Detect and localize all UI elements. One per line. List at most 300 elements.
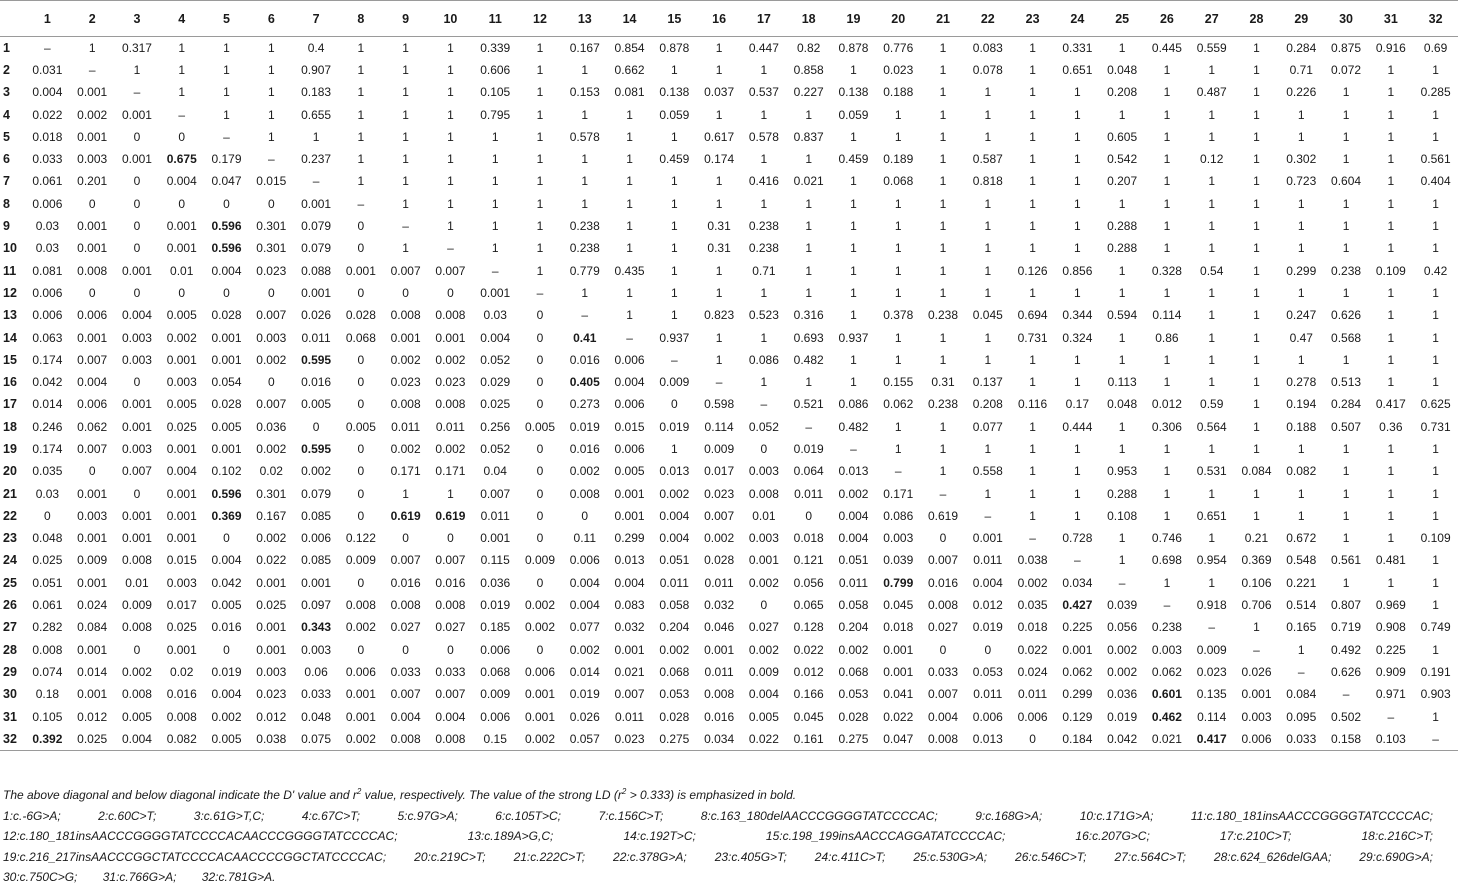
matrix-cell: 0.062 xyxy=(1151,664,1182,679)
matrix-cell: 0.006 xyxy=(972,709,1003,724)
matrix-cell: 0.558 xyxy=(972,464,1003,479)
matrix-cell: 0.045 xyxy=(883,598,914,613)
matrix-cell: 1 xyxy=(626,152,633,167)
matrix-cell: – xyxy=(1208,620,1216,635)
matrix-cell: 1 xyxy=(1432,441,1439,456)
matrix-cell: 0.015 xyxy=(166,553,197,568)
matrix-cell: 1 xyxy=(1208,129,1216,144)
matrix-cell: 0.001 xyxy=(345,687,376,702)
matrix-cell: 1 xyxy=(1074,196,1081,211)
matrix-cell: 1 xyxy=(1387,575,1395,590)
matrix-cell: 1 xyxy=(1387,375,1395,390)
matrix-cell: 0.256 xyxy=(480,419,511,434)
matrix-cell: 1 xyxy=(447,85,454,100)
matrix-cell: 0.001 xyxy=(345,263,376,278)
matrix-cell: 1 xyxy=(1118,107,1126,122)
matrix-cell: 0.003 xyxy=(748,464,779,479)
matrix-cell: 1 xyxy=(1297,241,1305,256)
snp-legend-item: 13:c.189A>G,C; xyxy=(467,829,554,843)
matrix-cell: 0.011 xyxy=(391,419,421,434)
matrix-cell: 0.001 xyxy=(166,352,197,367)
matrix-cell: 0.238 xyxy=(748,241,779,256)
matrix-cell: 1 xyxy=(760,62,768,77)
matrix-cell: 0.109 xyxy=(1420,531,1451,546)
matrix-cell: 1 xyxy=(984,285,992,300)
matrix-cell: 0.779 xyxy=(569,263,600,278)
matrix-cell: 0.299 xyxy=(614,531,645,546)
matrix-cell: 1 xyxy=(760,330,768,345)
matrix-cell: 0.002 xyxy=(121,664,152,679)
matrix-cell: 1 xyxy=(1253,152,1260,167)
matrix-cell: 0 xyxy=(536,642,544,657)
snp-legend-item: 27:c.564C>T; xyxy=(1114,849,1186,864)
matrix-cell: 1 xyxy=(1074,375,1081,390)
matrix-cell: 0.001 xyxy=(614,508,645,523)
matrix-cell: 0.023 xyxy=(390,375,421,390)
matrix-cell: 0.71 xyxy=(1289,62,1313,77)
matrix-cell: 1 xyxy=(850,285,857,300)
matrix-cell: 1 xyxy=(1163,486,1171,501)
matrix-cell: 1 xyxy=(670,285,678,300)
matrix-cell: 0.392 xyxy=(25,728,70,750)
matrix-cell: 0.03 xyxy=(35,219,60,234)
matrix-cell: 1 xyxy=(447,40,454,55)
table-row xyxy=(0,59,1458,81)
matrix-cell: 1 xyxy=(581,196,589,211)
matrix-cell: 0.004 xyxy=(211,553,242,568)
matrix-cell: 1 xyxy=(1387,308,1395,323)
matrix-cell: 0.018 xyxy=(793,531,824,546)
matrix-cell: 1 xyxy=(1029,107,1036,122)
matrix-cell: 0 xyxy=(402,531,409,546)
matrix-cell: 0.007 xyxy=(480,486,511,501)
matrix-cell: 1 xyxy=(715,196,723,211)
snp-legend-item: 21:c.222C>T; xyxy=(513,849,586,864)
matrix-cell: 1 xyxy=(1253,285,1260,300)
matrix-cell: 0.072 xyxy=(1331,62,1362,77)
matrix-cell: 1 xyxy=(626,107,633,122)
matrix-cell: 1 xyxy=(402,486,409,501)
row-header: 28 xyxy=(3,642,17,657)
matrix-cell: 0.238 xyxy=(1331,263,1362,278)
matrix-cell: 1 xyxy=(1253,85,1260,100)
matrix-cell: 0.502 xyxy=(1331,709,1362,724)
matrix-cell: 0.019 xyxy=(793,441,824,456)
matrix-cell: – xyxy=(760,397,768,412)
matrix-cell: 0.016 xyxy=(435,575,466,590)
matrix-cell: 0.012 xyxy=(77,709,108,724)
matrix-cell: 0.102 xyxy=(211,464,242,479)
matrix-cell: 0.006 xyxy=(77,397,108,412)
matrix-cell: 0.001 xyxy=(166,219,197,234)
matrix-cell: 1 xyxy=(223,40,230,55)
matrix-cell: 0.31 xyxy=(707,241,731,256)
matrix-cell: 1 xyxy=(1118,40,1126,55)
matrix-cell: 1 xyxy=(939,352,947,367)
matrix-cell: 0.226 xyxy=(1286,85,1317,100)
matrix-cell: 1 xyxy=(1387,486,1395,501)
matrix-cell: 1 xyxy=(1432,107,1439,122)
matrix-cell: 0.723 xyxy=(1286,174,1317,189)
matrix-cell: 0.019 xyxy=(480,598,511,613)
matrix-cell: 0.029 xyxy=(480,375,511,390)
matrix-cell: 0.004 xyxy=(928,709,959,724)
matrix-cell: 0.011 xyxy=(704,664,734,679)
matrix-cell: 0.028 xyxy=(838,709,869,724)
matrix-cell: 0.079 xyxy=(301,219,332,234)
matrix-cell: 1 xyxy=(1118,419,1126,434)
row-header: 32 xyxy=(0,728,25,750)
matrix-cell: 0.445 xyxy=(1151,40,1182,55)
matrix-cell: 0.021 xyxy=(1145,728,1190,750)
matrix-cell: 0.369 xyxy=(211,508,242,523)
matrix-cell: 1 xyxy=(894,330,902,345)
table-row xyxy=(0,549,1458,571)
matrix-cell: 1 xyxy=(1074,174,1081,189)
matrix-cell: 1 xyxy=(178,40,186,55)
matrix-cell: 0.009 xyxy=(345,553,376,568)
matrix-cell: 0.561 xyxy=(1331,553,1362,568)
matrix-cell: 0.776 xyxy=(883,40,914,55)
matrix-cell: 1 xyxy=(1253,375,1260,390)
row-header: 2 xyxy=(3,62,10,77)
matrix-cell: 0.082 xyxy=(1286,464,1317,479)
matrix-cell: 1 xyxy=(939,152,947,167)
matrix-cell: 0.002 xyxy=(838,486,869,501)
matrix-cell: 0.002 xyxy=(838,642,869,657)
matrix-cell: 0 xyxy=(536,486,544,501)
matrix-cell: 0.003 xyxy=(256,664,287,679)
matrix-cell: 0.002 xyxy=(390,441,421,456)
matrix-cell: 1 xyxy=(491,152,499,167)
matrix-cell: 1 xyxy=(984,196,992,211)
column-header: 16 xyxy=(697,1,742,37)
matrix-cell: 0.001 xyxy=(524,709,555,724)
matrix-cell: 0.065 xyxy=(793,598,824,613)
matrix-cell: 0 xyxy=(670,397,678,412)
matrix-cell: 0.007 xyxy=(435,687,466,702)
matrix-cell: 0.001 xyxy=(77,486,108,501)
matrix-cell: 0.719 xyxy=(1331,620,1362,635)
matrix-cell: 0.114 xyxy=(1152,308,1182,323)
matrix-cell: 1 xyxy=(1342,219,1350,234)
matrix-cell: 0.042 xyxy=(211,575,242,590)
matrix-cell: 0.447 xyxy=(748,40,779,55)
matrix-cell: 1 xyxy=(178,62,186,77)
matrix-cell: 0.004 xyxy=(166,174,197,189)
matrix-cell: 0.002 xyxy=(77,107,108,122)
matrix-cell: 0.083 xyxy=(614,598,645,613)
matrix-cell: – xyxy=(715,375,723,390)
matrix-cell: 0.275 xyxy=(652,728,697,750)
matrix-cell: 0.001 xyxy=(121,397,152,412)
matrix-cell: 1 xyxy=(1029,285,1036,300)
matrix-cell: 1 xyxy=(357,62,365,77)
matrix-cell: 1 xyxy=(1163,62,1171,77)
matrix-cell: 1 xyxy=(1074,352,1081,367)
matrix-cell: 0.001 xyxy=(166,486,197,501)
matrix-cell: 1 xyxy=(939,196,947,211)
matrix-cell: – xyxy=(267,152,275,167)
matrix-cell: 0.019 xyxy=(569,687,600,702)
matrix-cell: 0.008 xyxy=(390,308,421,323)
matrix-cell: 0.079 xyxy=(301,486,332,501)
matrix-cell: 0.005 xyxy=(614,464,645,479)
matrix-cell: 0.002 xyxy=(256,441,287,456)
matrix-cell: 0.247 xyxy=(1286,308,1317,323)
matrix-cell: 0.001 xyxy=(77,575,108,590)
matrix-cell: 1 xyxy=(1387,285,1395,300)
matrix-cell: 0.837 xyxy=(793,129,824,144)
matrix-cell: 0.007 xyxy=(121,464,152,479)
table-row xyxy=(0,661,1458,683)
matrix-cell: 0.025 xyxy=(166,419,197,434)
matrix-cell: 0 xyxy=(223,196,230,211)
matrix-cell: 0.008 xyxy=(921,728,966,750)
matrix-cell: 0.005 xyxy=(301,397,332,412)
matrix-cell: 0.02 xyxy=(170,664,194,679)
matrix-cell: – xyxy=(1118,575,1126,590)
matrix-cell: 0.007 xyxy=(704,508,735,523)
matrix-cell: 0.728 xyxy=(1062,531,1093,546)
matrix-cell: 0.017 xyxy=(704,464,735,479)
matrix-cell: 0 xyxy=(447,285,454,300)
matrix-cell: 0.604 xyxy=(1331,174,1362,189)
matrix-cell: 0.028 xyxy=(345,308,376,323)
matrix-cell: 0.019 xyxy=(972,620,1003,635)
matrix-cell: 1 xyxy=(1432,352,1439,367)
matrix-cell: 0.71 xyxy=(752,263,776,278)
matrix-cell: 1 xyxy=(1342,129,1350,144)
matrix-cell: 1 xyxy=(402,129,409,144)
matrix-cell: 0.12 xyxy=(1200,152,1224,167)
matrix-cell: 0 xyxy=(536,464,544,479)
matrix-cell: 0 xyxy=(447,531,454,546)
matrix-cell: 1 xyxy=(1163,107,1171,122)
row-header: 13 xyxy=(3,308,17,323)
matrix-cell: 1 xyxy=(133,62,141,77)
matrix-cell: 0.002 xyxy=(256,531,287,546)
matrix-cell: 0 xyxy=(133,219,141,234)
matrix-cell: 0.018 xyxy=(883,620,914,635)
matrix-cell: 1 xyxy=(536,85,544,100)
matrix-cell: 0 xyxy=(178,285,186,300)
matrix-cell: 0.578 xyxy=(569,129,600,144)
matrix-cell: 0.011 xyxy=(973,553,1003,568)
matrix-cell: 0 xyxy=(133,642,141,657)
matrix-cell: 0.002 xyxy=(1107,642,1138,657)
matrix-cell: 0.138 xyxy=(659,85,690,100)
snp-legend-item: 3:c.61G>T,C; xyxy=(193,808,265,823)
matrix-cell: 0.114 xyxy=(1197,709,1227,724)
matrix-cell: 0.006 xyxy=(614,352,645,367)
matrix-cell: 0.058 xyxy=(838,598,869,613)
matrix-cell: 1 xyxy=(1297,129,1305,144)
matrix-cell: 0.106 xyxy=(1241,575,1272,590)
matrix-cell: 0.006 xyxy=(614,441,645,456)
matrix-cell: 0.007 xyxy=(256,397,287,412)
matrix-cell: 0.17 xyxy=(1065,397,1090,412)
matrix-cell: 1 xyxy=(984,330,992,345)
matrix-cell: 0.048 xyxy=(1107,62,1138,77)
matrix-cell: 1 xyxy=(1432,375,1439,390)
matrix-cell: 0.01 xyxy=(752,508,776,523)
matrix-cell: 0.596 xyxy=(211,219,242,234)
matrix-cell: 0.012 xyxy=(972,598,1003,613)
matrix-cell: 0.007 xyxy=(256,308,287,323)
matrix-cell: 0.416 xyxy=(748,174,779,189)
matrix-cell: 0.01 xyxy=(170,263,194,278)
matrix-cell: 0 xyxy=(805,508,813,523)
matrix-cell: 0 xyxy=(357,464,365,479)
matrix-cell: 0 xyxy=(357,352,365,367)
matrix-cell: 1 xyxy=(850,219,857,234)
matrix-cell: 1 xyxy=(267,129,275,144)
matrix-cell: 0.001 xyxy=(166,441,197,456)
matrix-cell: 0.007 xyxy=(614,687,645,702)
matrix-cell: 1 xyxy=(357,107,365,122)
superscript: 2 xyxy=(621,787,627,796)
matrix-cell: 0.047 xyxy=(211,174,242,189)
table-row xyxy=(0,349,1458,371)
matrix-cell: 0 xyxy=(133,196,141,211)
snp-legend-item: 20:c.219C>T; xyxy=(414,849,486,864)
matrix-cell: 0.084 xyxy=(1286,687,1317,702)
matrix-cell: 0.018 xyxy=(32,129,63,144)
matrix-cell: 0.007 xyxy=(77,352,108,367)
matrix-cell: 1 xyxy=(447,152,454,167)
table-row xyxy=(0,639,1458,661)
matrix-cell: 0.617 xyxy=(704,129,735,144)
matrix-cell: 0.651 xyxy=(1196,508,1227,523)
matrix-cell: 0.001 xyxy=(77,85,108,100)
matrix-cell: 0.068 xyxy=(838,664,869,679)
matrix-cell: – xyxy=(491,263,499,278)
table-row xyxy=(0,126,1458,148)
matrix-cell: 1 xyxy=(1297,285,1305,300)
matrix-cell: 1 xyxy=(267,107,275,122)
matrix-cell: 1 xyxy=(626,285,633,300)
matrix-cell: 0.013 xyxy=(838,464,869,479)
matrix-cell: 0 xyxy=(581,508,589,523)
matrix-cell: 0.026 xyxy=(301,308,332,323)
matrix-cell: 0.001 xyxy=(121,508,152,523)
matrix-cell: 0.165 xyxy=(1286,620,1317,635)
row-header: 6 xyxy=(3,152,10,167)
matrix-cell: 1 xyxy=(223,107,230,122)
matrix-cell: 1 xyxy=(1163,285,1171,300)
matrix-cell: 0.081 xyxy=(32,263,63,278)
matrix-cell: 0.006 xyxy=(1017,709,1048,724)
matrix-cell: 1 xyxy=(491,219,499,234)
matrix-cell: 0.083 xyxy=(972,40,1003,55)
matrix-cell: 0.655 xyxy=(301,107,332,122)
matrix-cell: 0.001 xyxy=(883,642,914,657)
matrix-cell: 0.003 xyxy=(256,330,287,345)
matrix-cell: 0.008 xyxy=(77,263,108,278)
matrix-cell: 0.246 xyxy=(32,419,63,434)
matrix-cell: 1 xyxy=(850,263,857,278)
matrix-cell: 0.004 xyxy=(614,575,645,590)
matrix-cell: 0.068 xyxy=(480,664,511,679)
matrix-cell: 0.324 xyxy=(1062,330,1093,345)
matrix-cell: 0.651 xyxy=(1062,62,1093,77)
matrix-cell: 0.417 xyxy=(1189,728,1234,750)
column-header: 30 xyxy=(1324,1,1369,37)
matrix-cell: 0.005 xyxy=(211,598,242,613)
matrix-cell: 0.21 xyxy=(1244,531,1269,546)
matrix-cell: 0.027 xyxy=(435,620,466,635)
matrix-cell: 1 xyxy=(357,152,365,167)
matrix-cell: 1 xyxy=(894,219,902,234)
matrix-cell: 0 xyxy=(357,508,365,523)
matrix-cell: 1 xyxy=(1118,285,1126,300)
matrix-cell: 0.007 xyxy=(390,687,421,702)
matrix-cell: 0.183 xyxy=(301,85,332,100)
matrix-cell: 0.818 xyxy=(972,174,1003,189)
matrix-cell: 0.672 xyxy=(1286,531,1317,546)
matrix-cell: 0.095 xyxy=(1286,709,1317,724)
footnote-ld-explanation xyxy=(3,785,1455,806)
matrix-cell: 1 xyxy=(850,196,857,211)
matrix-cell: 1 xyxy=(1387,62,1395,77)
matrix-cell: 0.115 xyxy=(480,553,510,568)
matrix-cell: 0.008 xyxy=(435,308,466,323)
matrix-cell: 1 xyxy=(939,464,947,479)
matrix-cell: 0.001 xyxy=(77,129,108,144)
row-header: 31 xyxy=(3,709,17,724)
matrix-cell: 0.011 xyxy=(659,575,689,590)
matrix-cell: 0.002 xyxy=(211,709,242,724)
matrix-cell: 1 xyxy=(1342,285,1350,300)
matrix-cell: 0.011 xyxy=(301,330,331,345)
table-row xyxy=(0,572,1458,594)
matrix-cell: 0.153 xyxy=(569,85,600,100)
matrix-cell: 0.909 xyxy=(1375,664,1406,679)
matrix-cell: 0.03 xyxy=(483,308,507,323)
matrix-cell: 1 xyxy=(1432,464,1439,479)
matrix-cell: 0.002 xyxy=(524,598,555,613)
matrix-cell: 0.002 xyxy=(518,728,563,750)
matrix-cell: 0.056 xyxy=(1107,620,1138,635)
matrix-cell: 1 xyxy=(1297,486,1305,501)
matrix-cell: 0.937 xyxy=(838,330,869,345)
matrix-cell: 0.023 xyxy=(883,62,914,77)
matrix-cell: 0.4 xyxy=(307,40,325,55)
row-header: 24 xyxy=(3,553,17,568)
matrix-cell: 0.002 xyxy=(569,642,600,657)
matrix-cell: 1 xyxy=(894,352,902,367)
matrix-cell: 0 xyxy=(223,531,230,546)
matrix-cell: 0.056 xyxy=(793,575,824,590)
matrix-cell: 0.937 xyxy=(659,330,690,345)
matrix-cell: 0.626 xyxy=(1331,664,1362,679)
matrix-cell: 1 xyxy=(1253,174,1260,189)
table-row xyxy=(0,103,1458,125)
table-row xyxy=(0,705,1458,727)
matrix-cell: 0.171 xyxy=(435,464,466,479)
matrix-cell: 1 xyxy=(715,107,723,122)
matrix-cell: 1 xyxy=(357,129,365,144)
matrix-cell: 1 xyxy=(626,308,633,323)
table-row xyxy=(0,482,1458,504)
matrix-cell: 0.128 xyxy=(793,620,824,635)
matrix-cell: 0.074 xyxy=(32,664,63,679)
matrix-cell: 0.001 xyxy=(301,196,332,211)
matrix-cell: 1 xyxy=(223,62,230,77)
matrix-cell: 1 xyxy=(1342,486,1350,501)
matrix-cell: 0.174 xyxy=(704,152,735,167)
